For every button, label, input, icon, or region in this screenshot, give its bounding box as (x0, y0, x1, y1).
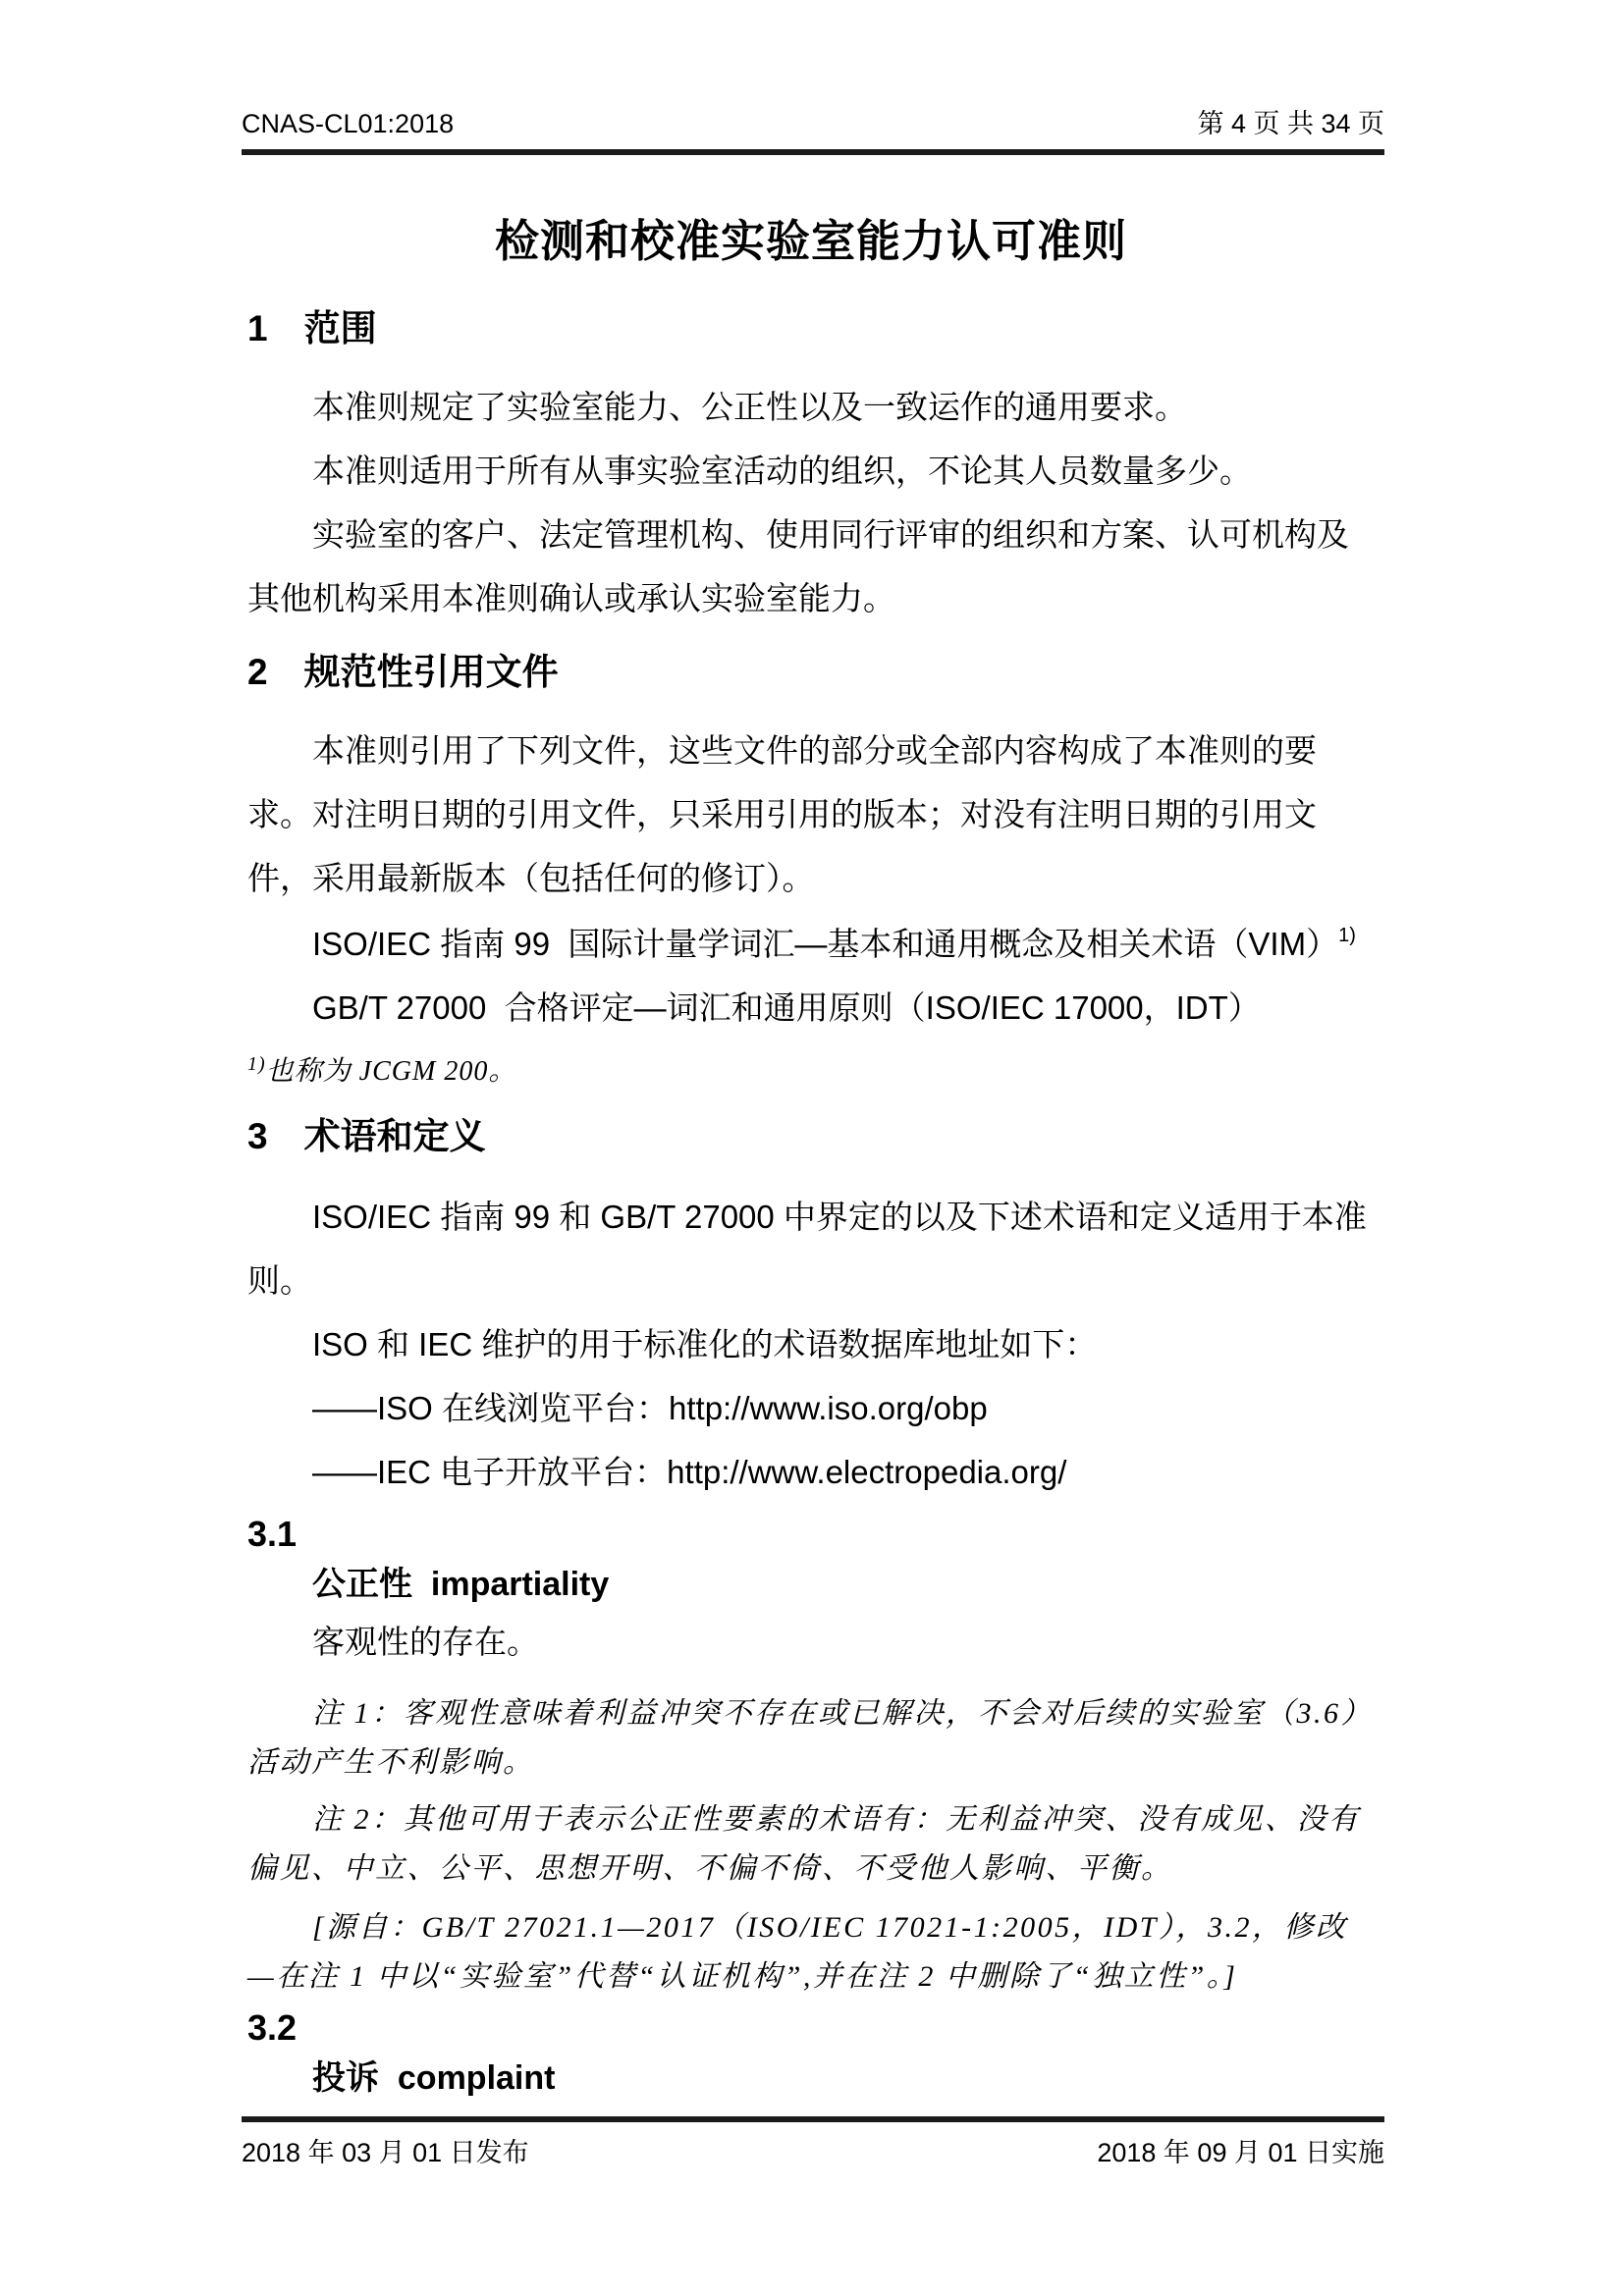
implementation-date: 2018 年 09 月 01 日实施 (1097, 2138, 1384, 2167)
page-footer (242, 2116, 1384, 2169)
iec-electropedia-item: ——IEC 电子开放平台：http://www.electropedia.org/ (312, 1454, 1067, 1490)
terms-databases-intro: ISO 和 IEC 维护的用于标准化的术语数据库地址如下： (312, 1326, 1098, 1362)
normative-refs-intro: 本准则引用了下列文件，这些文件的部分或全部内容构成了本准则的要求。对注明日期的引用文件，只采用引用的版本；对没有注明日期的引用文件，采用最新版本（包括任何的修订）。 (247, 734, 1317, 897)
footnote (247, 1049, 1375, 1095)
scope-paragraph-3: 实验室的客户、法定管理机构、使用同行评审的组织和方案、认可机构及其他机构采用本准则确认或承认实验室能力。 (247, 518, 1349, 617)
section-2-heading: 2 规范性引用文件 (247, 652, 559, 692)
section-1-heading: 1 范围 (247, 308, 377, 348)
page-number-info: 第 4 页 共 34 页 (1197, 109, 1384, 138)
reference-gbt-27000: GB/T 27000 合格评定—词汇和通用原则（ISO/IEC 17000，IDT） (312, 989, 1261, 1026)
term-3-1-definition: 客观性的存在。 (312, 1626, 539, 1661)
footnote-reference-marker: 1) (1338, 925, 1356, 946)
document-title: 检测和校准实验室能力认可准则 (494, 216, 1127, 266)
term-3-1-source: [源自：GB/T 27021.1—2017（ISO/IEC 17021-1:2005，IDT），3.2，修改—在注 1 中以“实验室”代替“认证机构”,并在注 2 中删除了“独立性”。] (247, 1911, 1348, 1993)
section-3-heading: 3 术语和定义 (247, 1116, 486, 1156)
term-3-2-title: 投诉 complaint (312, 2059, 556, 2097)
doc-code: CNAS-CL01:2018 (242, 109, 455, 138)
footnote-text: 也称为 JCGM 200。 (265, 1056, 517, 1087)
iso-browsing-platform-item: ——ISO 在线浏览平台：http://www.iso.org/obp (312, 1390, 988, 1426)
terms-intro: ISO/IEC 指南 99 和 GB/T 27000 中界定的以及下述术语和定义适用于本准则。 (247, 1199, 1367, 1299)
term-3-1-note-1: 注 1：客观性意味着利益冲突不存在或已解决，不会对后续的实验室（3.6）活动产生不利影响。 (247, 1697, 1373, 1779)
term-3-2-number: 3.2 (247, 2007, 298, 2048)
scope-paragraph-2: 本准则适用于所有从事实验室活动的组织，不论其人员数量多少。 (312, 454, 1252, 490)
term-3-1-number: 3.1 (247, 1514, 298, 1554)
document-body (247, 155, 1375, 2102)
issue-date: 2018 年 03 月 01 日发布 (242, 2138, 529, 2167)
footnote-marker: 1) (247, 1053, 266, 1075)
page-header (242, 108, 1384, 155)
term-3-1-note-2: 注 2：其他可用于表示公正性要素的术语有：无利益冲突、没有成见、没有偏见、中立、公平、思想开明、不偏不倚、不受他人影响、平衡。 (247, 1803, 1361, 1885)
reference-iso-guide-99-text: ISO/IEC 指南 99 国际计量学词汇—基本和通用概念及相关术语（VIM） (312, 926, 1339, 962)
term-3-1-title: 公正性 impartiality (312, 1566, 610, 1603)
reference-iso-guide-99 (247, 912, 1375, 976)
scope-paragraph-1: 本准则规定了实验室能力、公正性以及一致运作的通用要求。 (312, 391, 1187, 426)
